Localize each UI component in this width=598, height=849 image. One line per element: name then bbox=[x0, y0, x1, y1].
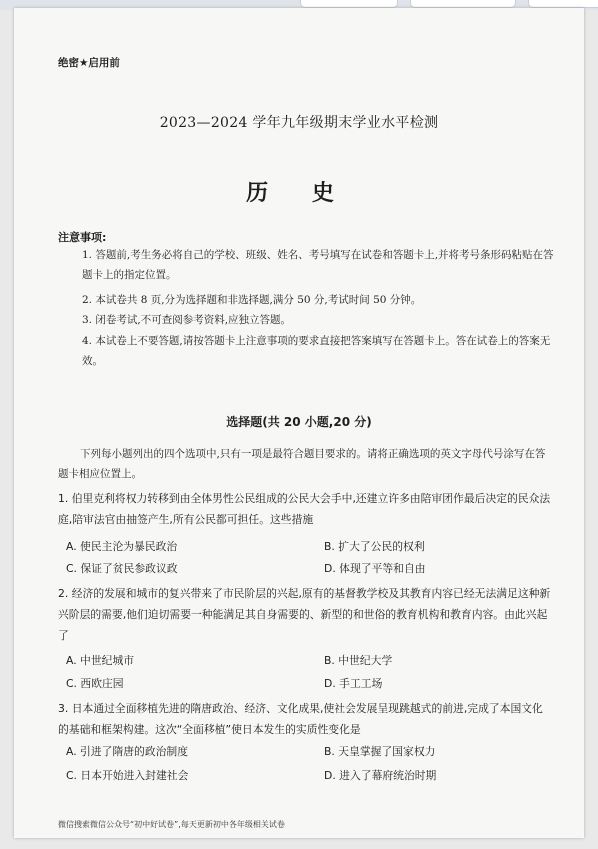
secret-mark: 绝密★启用前 bbox=[58, 57, 120, 69]
exam-page bbox=[14, 8, 584, 838]
option-b: B. 中世纪大学 bbox=[324, 654, 393, 667]
notice-item: 4. 本试卷上不要答题,请按答题卡上注意事项的要求直接把答案填写在答题卡上。答在试卷上的答案无效。 bbox=[82, 335, 551, 367]
question-stem: 3. 日本通过全面移植先进的隋唐政治、经济、文化成果,使社会发展呈现跳越式的前进,完成了本国文化的基础和框架构建。这次“全面移植”使日本发生的实质性变化是 bbox=[58, 702, 543, 736]
option-d: D. 手工工场 bbox=[324, 677, 383, 690]
exam-title: 2023—2024 学年九年级期末学业水平检测 bbox=[159, 115, 439, 131]
question-stem: 2. 经济的发展和城市的复兴带来了市民阶层的兴起,原有的基督教学校及其教育内容已经无法满足这种新兴阶层的需要,他们迫切需要一种能满足其自身需要的、新型的和世俗的教育机构和教育内容。由此兴起了 bbox=[58, 587, 551, 642]
option-d: D. 体现了平等和自由 bbox=[324, 562, 426, 575]
notice-item: 3. 闭卷考试,不可查阅参考资料,应独立答题。 bbox=[82, 314, 292, 326]
footer-note: 微信搜索微信公众号“初中好试卷”,每天更新初中各年级相关试卷 bbox=[58, 820, 285, 829]
option-c: C. 保证了贫民参政议政 bbox=[66, 562, 178, 575]
section-instruction: 下列每小题列出的四个选项中,只有一项是最符合题目要求的。请将正确选项的英文字母代号涂写在答题卡相应位置上。 bbox=[58, 448, 546, 480]
option-c: C. 日本开始进入封建社会 bbox=[66, 769, 189, 782]
option-a: A. 使民主沦为暴民政治 bbox=[66, 540, 178, 553]
option-d: D. 进入了幕府统治时期 bbox=[324, 769, 437, 782]
notice-heading: 注意事项: bbox=[58, 231, 107, 244]
option-c: C. 西欧庄园 bbox=[66, 677, 124, 690]
viewer-tab[interactable] bbox=[410, 0, 516, 8]
question-stem: 1. 伯里克利将权力转移到由全体男性公民组成的公民大会手中,还建立许多由陪审团作最后决定的民众法庭,陪审法官由抽签产生,所有公民都可担任。这些措施 bbox=[58, 492, 551, 526]
option-a: A. 中世纪城市 bbox=[66, 654, 135, 667]
subject-title: 历 史 bbox=[246, 180, 352, 206]
section-heading: 选择题(共 20 小题,20 分) bbox=[226, 415, 372, 429]
viewer-tab[interactable] bbox=[528, 0, 598, 8]
notice-item: 2. 本试卷共 8 页,分为选择题和非选择题,满分 50 分,考试时间 50 分钟。 bbox=[82, 294, 422, 306]
option-b: B. 天皇掌握了国家权力 bbox=[324, 745, 436, 758]
viewer-tab[interactable] bbox=[300, 0, 398, 8]
notice-item: 1. 答题前,考生务必将自己的学校、班级、姓名、考号填写在试卷和答题卡上,并将考号条形码粘贴在答题卡上的指定位置。 bbox=[82, 249, 554, 281]
option-a: A. 引进了隋唐的政治制度 bbox=[66, 745, 189, 758]
option-b: B. 扩大了公民的权利 bbox=[324, 540, 425, 553]
